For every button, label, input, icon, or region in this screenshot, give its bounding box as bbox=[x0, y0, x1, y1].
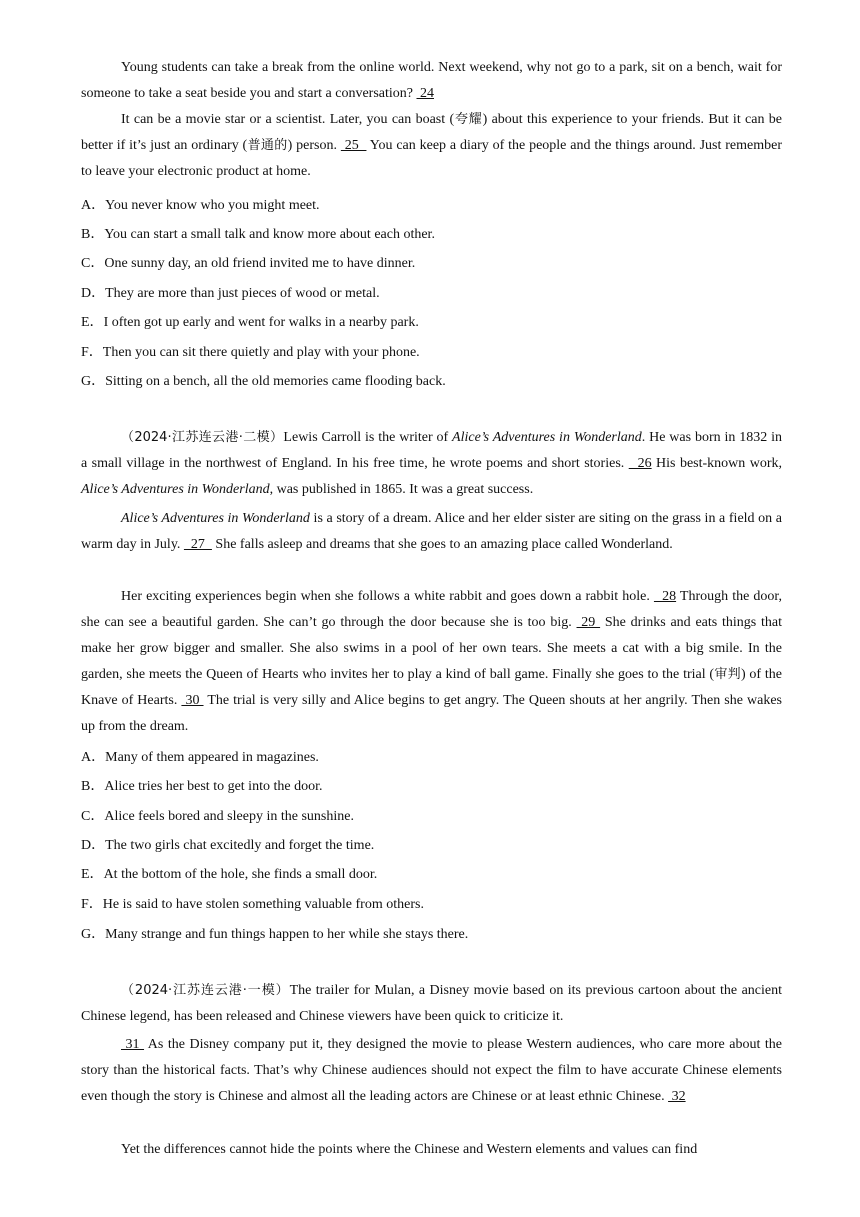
text-run: It can be a movie star or a scientist. Later, you can boast ( bbox=[121, 112, 455, 127]
option-e bbox=[81, 865, 782, 885]
option-c bbox=[81, 254, 782, 274]
paragraph-s2-p3 bbox=[81, 584, 782, 740]
text-run: Her exciting experiences begin when she follows a white rabbit and goes down a rabbit hole. bbox=[121, 589, 654, 604]
book-title: Alice’s Adventures in Wonderland bbox=[121, 511, 310, 526]
text-run: You can keep a diary of the people and the things around. Just remember to leave your electronic product at home. bbox=[81, 138, 782, 179]
text-run: . He was born in 1832 in a small village in the northwest of England. In his free time, he wrote poems and short stories. bbox=[81, 430, 783, 471]
blank-32: 32 bbox=[668, 1089, 686, 1104]
text-run: She drinks and eats things that make her grow bigger and smaller. She also swims in a pool of her own tears. She meets a cat with a big smile. In the garden, she meets the Queen of Hearts who invites her to play a kind of ball game. Finally she goes to the trial ( bbox=[81, 615, 783, 682]
text-run: ) of the Knave of Hearts. bbox=[81, 667, 782, 708]
option-f bbox=[81, 895, 782, 915]
text-run: The trailer for Mulan, a Disney movie based on its previous cartoon about the ancient Chinese legend, has been released and Chinese viewers have been quick to criticize it. bbox=[81, 983, 782, 1024]
text-run: , was published in 1865. It was a great success. bbox=[269, 482, 534, 497]
option-e bbox=[81, 313, 782, 333]
option-letter: D． bbox=[81, 286, 106, 301]
option-text: I often got up early and went for walks in a nearby park. bbox=[103, 315, 419, 330]
option-letter: E． bbox=[81, 867, 104, 882]
option-letter: B． bbox=[81, 779, 105, 794]
source-label: （2024·江苏连云港·一模） bbox=[121, 983, 290, 998]
text-run: is a story of a dream. Alice and her elder sister are siting on the grass in a field on a warm day in July. bbox=[81, 511, 782, 552]
chinese-gloss: 审判 bbox=[714, 667, 741, 682]
text-run: Lewis Carroll is the writer of bbox=[283, 430, 453, 445]
option-letter: E． bbox=[81, 315, 104, 330]
paragraph-s3-p2 bbox=[81, 1032, 782, 1110]
option-text: The two girls chat excitedly and forget the time. bbox=[105, 838, 375, 853]
option-text: One sunny day, an old friend invited me to have dinner. bbox=[104, 256, 416, 271]
option-letter: G． bbox=[81, 927, 106, 942]
text-run: His best-known work, bbox=[651, 456, 782, 471]
option-letter: C． bbox=[81, 256, 105, 271]
option-text: Alice feels bored and sleepy in the sunshine. bbox=[104, 809, 354, 824]
text-run: ) person. bbox=[287, 138, 341, 153]
option-letter: A． bbox=[81, 750, 106, 765]
option-g bbox=[81, 372, 782, 392]
option-g bbox=[81, 925, 782, 945]
option-text: He is said to have stolen something valuable from others. bbox=[102, 897, 424, 912]
option-b bbox=[81, 777, 782, 797]
text-run: As the Disney company put it, they designed the movie to please Western audiences, who care more about the story than the historical facts. That’s why Chinese audiences should not expect the film to have accurate Chinese elements even though the story is Chinese and almost all the leading actors are Chinese or at least ethnic Chinese. bbox=[81, 1037, 782, 1104]
paragraph-s3-p1 bbox=[81, 978, 782, 1030]
blank-30: 30 bbox=[181, 693, 204, 708]
option-a bbox=[81, 196, 782, 216]
option-text: They are more than just pieces of wood or metal. bbox=[105, 286, 380, 301]
chinese-gloss: 夸耀 bbox=[454, 112, 483, 127]
option-text: You can start a small talk and know more about each other. bbox=[104, 227, 435, 242]
option-text: Sitting on a bench, all the old memories came flooding back. bbox=[105, 374, 446, 389]
option-letter: C． bbox=[81, 809, 105, 824]
text-run: She falls asleep and dreams that she goes to an amazing place called Wonderland. bbox=[211, 537, 673, 552]
blank-26: 26 bbox=[628, 456, 652, 471]
option-letter: F． bbox=[81, 345, 103, 360]
blank-25: 25 bbox=[340, 138, 367, 153]
option-letter: F． bbox=[81, 897, 103, 912]
text-run: ) about this experience to your friends. But it can be better if it’s just an ordinary ( bbox=[81, 112, 782, 153]
blank-24: 24 bbox=[416, 86, 434, 101]
option-letter: A． bbox=[81, 198, 106, 213]
option-d bbox=[81, 836, 782, 856]
text-run: Yet the differences cannot hide the points where the Chinese and Western elements and values can find bbox=[121, 1142, 698, 1157]
paragraph-s1-p2 bbox=[81, 107, 782, 185]
blank-27: 27 bbox=[183, 537, 212, 552]
text-run: The trial is very silly and Alice begins to get angry. The Queen shouts at her angrily. Then she wakes up from the dream. bbox=[81, 693, 782, 734]
paragraph-s1-p1 bbox=[81, 55, 782, 107]
blank-29: 29 bbox=[576, 615, 601, 630]
option-text: Many of them appeared in magazines. bbox=[105, 750, 319, 765]
option-text: At the bottom of the hole, she finds a small door. bbox=[103, 867, 378, 882]
source-label: （2024·江苏连云港·二模） bbox=[121, 430, 284, 445]
option-text: Alice tries her best to get into the door. bbox=[104, 779, 323, 794]
chinese-gloss: 普通的 bbox=[247, 138, 288, 153]
option-b bbox=[81, 225, 782, 245]
blank-28: 28 bbox=[653, 589, 677, 604]
paragraph-s2-p1 bbox=[81, 425, 782, 503]
paragraph-s3-p3 bbox=[81, 1137, 782, 1163]
option-letter: D． bbox=[81, 838, 106, 853]
option-text: Then you can sit there quietly and play with your phone. bbox=[102, 345, 420, 360]
blank-31: 31 bbox=[121, 1037, 145, 1052]
option-f bbox=[81, 343, 782, 363]
option-text: Many strange and fun things happen to her while she stays there. bbox=[105, 927, 469, 942]
text-run: Through the door, she can see a beautiful garden. She can’t go through the door because she is too big. bbox=[81, 589, 782, 630]
book-title: Alice’s Adventures in Wonderland bbox=[81, 482, 270, 497]
option-text: You never know who you might meet. bbox=[105, 198, 320, 213]
option-d bbox=[81, 284, 782, 304]
option-a bbox=[81, 748, 782, 768]
text-run: Young students can take a break from the online world. Next weekend, why not go to a park, sit on a bench, wait for someone to take a seat beside you and start a conversation? bbox=[81, 60, 782, 101]
option-letter: G． bbox=[81, 374, 106, 389]
option-letter: B． bbox=[81, 227, 105, 242]
option-c bbox=[81, 807, 782, 827]
paragraph-s2-p2 bbox=[81, 506, 782, 558]
book-title: Alice’s Adventures in Wonderland bbox=[452, 430, 642, 445]
